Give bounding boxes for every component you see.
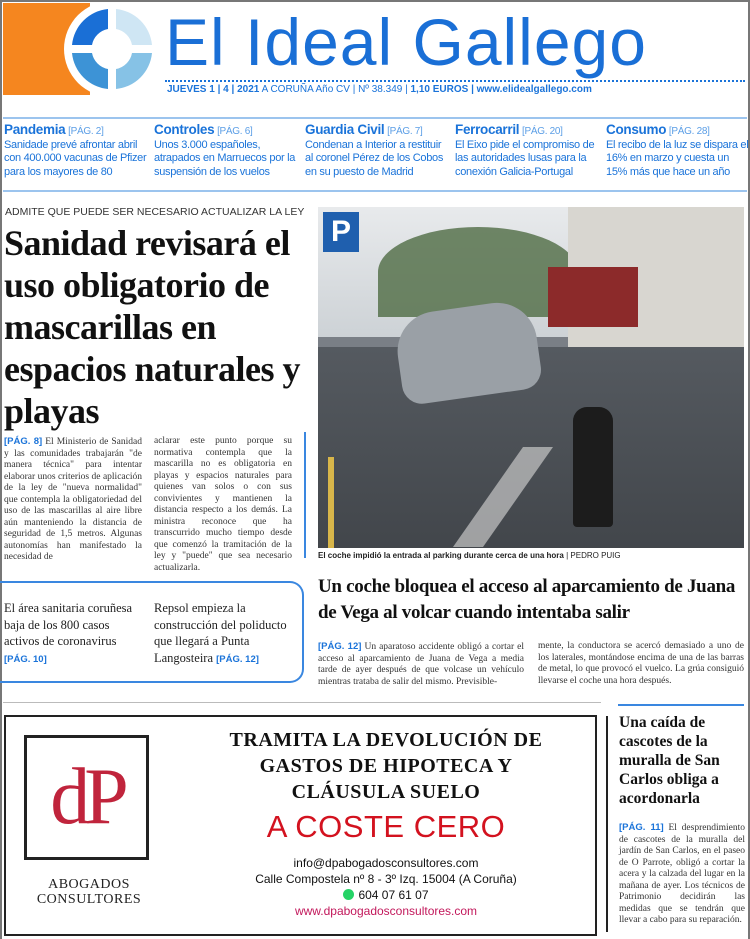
second-body-col2: mente, la conductora se acercó demasiado a uno de los laterales, montándose encima de una de las barras de metal, lo que provocó el vuelco. La grúa consiguió llevarse el coche una hora después. [538, 641, 744, 686]
side-body [619, 822, 745, 927]
teaser-pandemia[interactable] [4, 122, 150, 179]
teaser-text: Condenan a Interior a restituir al coronel Pérez de los Cobos en su puesto de Madrid [305, 138, 444, 178]
masthead-title: El Ideal Gallego [165, 5, 647, 79]
teaser-consumo[interactable] [606, 122, 750, 179]
body-text: El desprendimiento de cascotes de la muralla del jardín de San Carlos, en el paseo de O Parrote, obligó a cortar la acera y la calzada del lugar en la mañana de ayer. Los técnicos de Patrimonio decidirán las medidas que se tendrán que llevar a cabo para su reparación. [619, 823, 745, 925]
side-left-rule [606, 716, 608, 932]
second-headline[interactable]: Un coche bloquea el acceso al aparcamiento de Juana de Vega al volcar cuando intentaba salir [318, 576, 736, 623]
advertisement-dp-abogados[interactable] [4, 715, 597, 936]
photo-caption [318, 551, 621, 560]
ad-line1: TRAMITA LA DEVOLUCIÓN DE [229, 729, 543, 751]
page-ref[interactable]: [PÁG. 12] [318, 641, 362, 652]
teaser-text: Sanidade prevé afrontar abril con 400.000 vacunas de Pfizer para los mayores de 80 [4, 138, 147, 178]
ad-name-line1: ABOGADOS [48, 877, 130, 892]
brief-coronavirus[interactable] [4, 600, 144, 668]
website-link[interactable]: | www.elidealgallego.com [471, 84, 592, 95]
teaser-text: El recibo de la luz se dispara el 16% en marzo y cuesta un 15% más que hace un año [606, 138, 749, 178]
ad-phone[interactable]: 604 07 61 07 [358, 888, 429, 902]
teaser-title: Controles [154, 122, 215, 137]
body-text: El Ministerio de Sanidad y las comunidades trabajarán "de manera técnica" para intentar elaborar unos criterios de aplicación de la ley de "nueva normalidad" que contempla la obligatoriedad del uso de las mascarillas al aire libre aún manteniendo la distancia de seguridad de 1,5 metros. Algunas autonomías han manifestado la necesidad de [4, 437, 142, 562]
teaser-title: Guardia Civil [305, 122, 385, 137]
parking-sign: P [323, 212, 359, 252]
ad-line2: GASTOS DE HIPOTECA Y [259, 755, 513, 777]
brief-text: Repsol empieza la construcción del poliducto que llegará a Punta Langosteira [154, 601, 287, 665]
masthead-dotted-rule [165, 80, 745, 82]
ad-line3: CLÁUSULA SUELO [291, 781, 481, 803]
teaser-title: Pandemia [4, 122, 66, 137]
teaser-text: El Eixo pide el compromiso de las autoridades lusas para la conexión Galicia-Portugal [455, 138, 595, 178]
dateline [167, 84, 592, 95]
lead-body-col2: aclarar este punto porque su normativa contempla que la mascarilla no es obligatoria en playas y espacios naturales para quienes van solos o con sus convivientes y mantienen la distancia respecto a los demás. La ministra reconoce que ha transcurrido mucho tiempo desde que comenzó la tramitación de la ley y "puede" que sea necesario actualizarla. [154, 436, 292, 573]
teaser-page: [PÁG. 28] [668, 126, 710, 137]
photo-credit: | PEDRO PUIG [566, 551, 621, 560]
news-photo-overturned-car[interactable] [318, 207, 744, 548]
side-top-rule [618, 704, 744, 706]
lead-body-col1 [4, 436, 142, 564]
ad-name-line2: CONSULTORES [36, 892, 142, 907]
briefs-box [0, 581, 304, 683]
ad-email[interactable]: info@dpabogadosconsultores.com [293, 856, 479, 870]
page-ref[interactable]: [PÁG. 10] [4, 653, 47, 665]
caption-text: El coche impidió la entrada al parking durante cerca de una hora [318, 551, 564, 560]
ad-company-name [14, 877, 164, 907]
ad-logo: dP [24, 735, 149, 860]
ad-address: Calle Compostela nº 8 - 3º Izq. 15004 (A Coruña) [255, 872, 517, 886]
teaser-text: Unos 3.000 españoles, atrapados en Marruecos por la suspensión de los vuelos [154, 138, 296, 178]
ad-copy [186, 727, 586, 919]
teaser-page: [PÁG. 6] [217, 126, 253, 137]
ad-offer: A COSTE CERO [266, 809, 506, 844]
page-ref[interactable]: [PÁG. 12] [216, 653, 259, 665]
teaser-page: [PÁG. 7] [387, 126, 423, 137]
column-rule [304, 432, 306, 558]
teaser-guardia-civil[interactable] [305, 122, 451, 179]
page-ref[interactable]: [PÁG. 11] [619, 822, 664, 833]
divider [3, 117, 747, 119]
edition-info: A CORUÑA Año CV | Nº 38.349 | [261, 84, 408, 95]
ad-website[interactable]: www.dpabogadosconsultores.com [294, 904, 478, 918]
page-ref[interactable]: [PÁG. 8] [4, 436, 43, 447]
teaser-page: [PÁG. 2] [68, 126, 104, 137]
teaser-page: [PÁG. 20] [522, 126, 563, 137]
side-headline[interactable]: Una caída de cascotes de la muralla de San Carlos obliga a acordonarla [619, 714, 720, 807]
body-text: Un aparatoso accidente obligó a cortar el acceso al aparcamiento de Juana de Vega a media tarde de ayer después de que volcase un vehículo mientras trataba de salir del mismo. Previsible- [318, 642, 525, 687]
divider [3, 702, 601, 703]
lead-kicker: ADMITE QUE PUEDE SER NECESARIO ACTUALIZAR LA LEY [5, 206, 305, 218]
whatsapp-icon [343, 889, 354, 900]
divider [3, 190, 747, 192]
brief-text: El área sanitaria coruñesa baja de los 800 casos activos de coronavirus [4, 601, 133, 648]
lead-headline[interactable]: Sanidad revisará el uso obligatorio de mascarillas en espacios naturales y playas [4, 223, 300, 431]
date: JUEVES 1 | 4 | 2021 [167, 84, 260, 95]
brief-repsol[interactable] [154, 600, 294, 668]
second-body-col1 [318, 641, 524, 688]
teaser-controles[interactable] [154, 122, 300, 179]
logo-ring-icon [62, 3, 162, 96]
teaser-title: Ferrocarril [455, 122, 520, 137]
teaser-ferrocarril[interactable] [455, 122, 601, 179]
price: 1,10 EUROS [410, 84, 469, 95]
teaser-title: Consumo [606, 122, 667, 137]
